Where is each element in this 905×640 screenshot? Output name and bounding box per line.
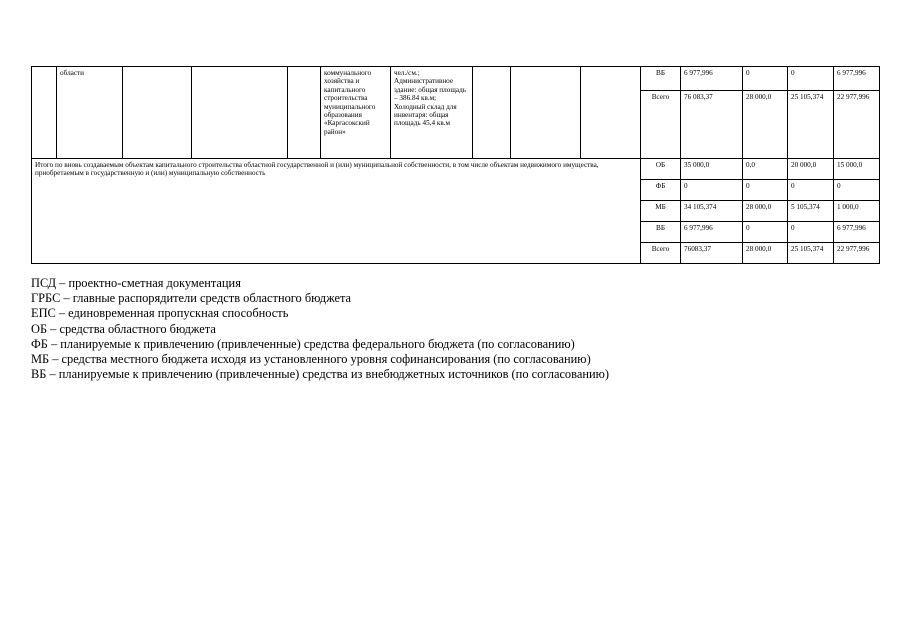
year1-cell: 28 000,0 — [743, 201, 788, 222]
legend-item: ФБ – планируемые к привлечению (привлеченные) средства федерального бюджета (по согласованию) — [31, 336, 575, 351]
legend-item: ПСД – проектно-сметная документация — [31, 276, 241, 290]
total-cell: 34 105,374 — [681, 201, 743, 222]
table-cell — [32, 67, 57, 159]
year3-cell: 6 977,996 — [834, 67, 880, 91]
total-cell: 0 — [681, 180, 743, 201]
year3-cell: 1 000,0 — [834, 201, 880, 222]
legend-item: МБ – средства местного бюджета исходя из установленного уровня софинансирования (по согласованию) — [31, 352, 591, 367]
year3-cell: 22 977,996 — [834, 243, 880, 264]
capacity-cell: чел./см.; Административное здание: общая площадь – 386.84 кв.м; Холодный склад для инвентаря: общая площадь 45,4 кв.м — [391, 67, 473, 159]
summary-text-cell: Итого по вновь создаваемым объектам капитального строительства областной государственной и (или) муниципальной собственности, в том числе объектам недвижимого имущества, приобретаемым в государственную и (или) муниципальную собственность — [32, 159, 641, 264]
year3-cell: 22 977,996 — [834, 91, 880, 159]
year3-cell: 15 000,0 — [834, 159, 880, 180]
year2-cell: 25 105,374 — [788, 243, 834, 264]
legend-item: ЕПС – единовременная пропускная способность — [31, 306, 289, 321]
total-cell: 35 000,0 — [681, 159, 743, 180]
year1-cell: 0 — [743, 67, 788, 91]
area-cell: области — [57, 67, 123, 159]
year2-cell: 0 — [788, 222, 834, 243]
abbreviations-legend — [31, 276, 609, 382]
total-cell: 6 977,996 — [681, 222, 743, 243]
table-cell — [192, 67, 288, 159]
table-cell — [123, 67, 192, 159]
table-cell — [288, 67, 321, 159]
total-cell: 6 977,996 — [681, 67, 743, 91]
year1-cell: 0 — [743, 222, 788, 243]
budget-type-cell: ВБ — [641, 67, 681, 91]
table-cell — [581, 67, 641, 159]
table-row — [32, 159, 880, 180]
legend-item: ОБ – средства областного бюджета — [31, 321, 216, 336]
total-cell: 76 083,37 — [681, 91, 743, 159]
year2-cell: 0 — [788, 67, 834, 91]
year2-cell: 25 105,374 — [788, 91, 834, 159]
budget-table — [31, 66, 880, 264]
year3-cell: 6 977,996 — [834, 222, 880, 243]
budget-type-cell: Всего — [641, 243, 681, 264]
table-row — [32, 67, 880, 91]
year2-cell: 5 105,374 — [788, 201, 834, 222]
budget-type-cell: Всего — [641, 91, 681, 159]
year3-cell: 0 — [834, 180, 880, 201]
year1-cell: 0,0 — [743, 159, 788, 180]
subject-cell: коммунального хозяйства и капитального строительства муниципального образования «Каргасокский район» — [321, 67, 391, 159]
budget-type-cell: МБ — [641, 201, 681, 222]
budget-type-cell: ВБ — [641, 222, 681, 243]
budget-type-cell: ФБ — [641, 180, 681, 201]
table-cell — [511, 67, 581, 159]
year2-cell: 20 000,0 — [788, 159, 834, 180]
legend-item: ГРБС – главные распорядители средств областного бюджета — [31, 291, 352, 306]
legend-item: ВБ – планируемые к привлечению (привлеченные) средства из внебюджетных источников (по согласованию) — [31, 367, 609, 382]
year1-cell: 28 000,0 — [743, 243, 788, 264]
table-cell — [473, 67, 511, 159]
total-cell: 76083,37 — [681, 243, 743, 264]
budget-type-cell: ОБ — [641, 159, 681, 180]
year2-cell: 0 — [788, 180, 834, 201]
year1-cell: 0 — [743, 180, 788, 201]
year1-cell: 28 000,0 — [743, 91, 788, 159]
